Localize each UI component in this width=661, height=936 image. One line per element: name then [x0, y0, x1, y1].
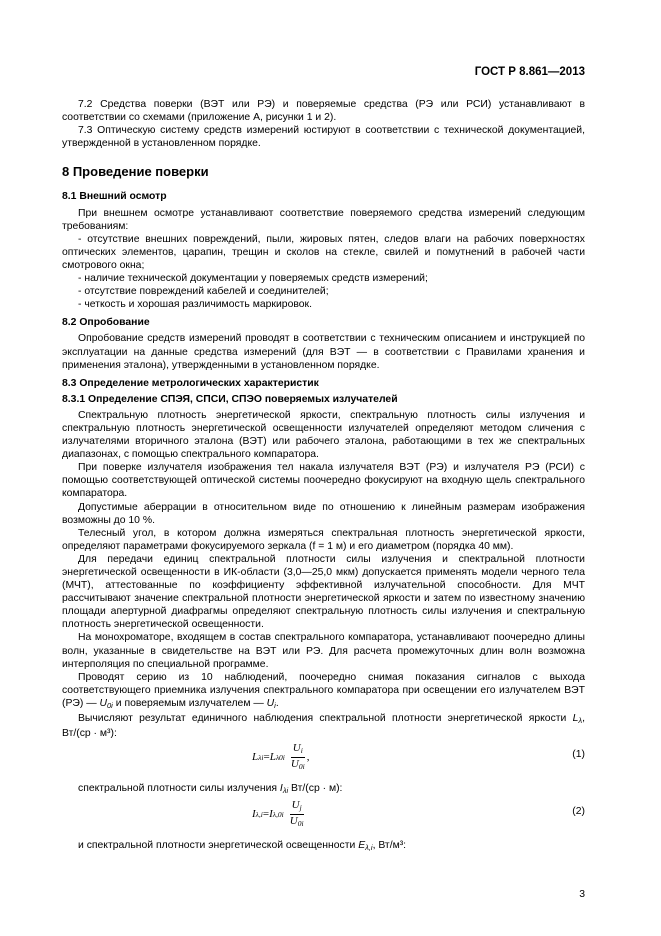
- paragraph: При поверке излучателя изображения тел накала излучателя ВЭТ (РЭ) и излучателя РЭ (РСИ) с помощью соответствующей оптической системы поочередно фокусируют на входную щель спектрального компаратора.: [62, 462, 585, 500]
- paragraph: Допустимые аберрации в относительном виде по отношению к линейным размерам изображения возможны до 10 %.: [62, 501, 585, 526]
- list-item: - четкость и хорошая различимость маркировок.: [78, 299, 312, 311]
- equation-1: L λi = L λ0i $\frac{U_i}{U_{0i}}$ , (1): [252, 742, 585, 772]
- list-item: - отсутствие повреждений кабелей и соединителей;: [78, 286, 329, 298]
- paragraph-series: Проводят серию из 10 наблюдений, поочередно снимая показания сигналов с выхода соответствующего приемника излучения спектрального компаратора при освещении его излучателем ВЭТ (РЭ) — $U_{0i}$ и поверяемым излучателем — $U_i$.: [62, 671, 585, 710]
- paragraph-8-1-intro: При внешнем осмотре устанавливают соответствие поверяемого средства измерений следующим требованиям:: [62, 207, 585, 232]
- section-8-3-heading: 8.3 Определение метрологических характеристик: [62, 377, 319, 389]
- paragraph-calc-luminance: Вычисляют результат единичного наблюдения спектральной плотности энергетической яркости $L_\lambda$, Вт/(ср · м³):: [62, 713, 585, 740]
- equation-2: I λ,i = I λ,0i $\frac{U_j}{U_{0i}}$ (2): [252, 799, 585, 829]
- document-header: ГОСТ Р 8.861—2013: [474, 66, 585, 78]
- list-item: - наличие технической документации у поверяемых средств измерений;: [78, 273, 428, 285]
- paragraph: На монохроматоре, входящем в состав спектрального компаратора, устанавливают поочередно длины волн, указанные в свидетельстве на ВЭТ или РЭ. Для расчета промежуточных длин волн возможна интерполяция по специальной программе.: [62, 632, 585, 670]
- paragraph-7-3: 7.3 Оптическую систему средств измерений юстируют в соответствии с технической документацией, утвержденной в установленном порядке.: [62, 125, 585, 150]
- paragraph-calc-intensity: спектральной плотности силы излучения $I_{\lambda i}$ Вт/(ср · м):: [78, 783, 343, 796]
- equation-number: (2): [572, 806, 585, 818]
- paragraph: Спектральную плотность энергетической яркости, спектральную плотность силы излучения и спектральную плотность энергетической освещенности излучателей определяют методом сличения с излучателями вторичного эталона (ВЭТ) или рабочего эталона, работающими в тех же спектральных диапазонах, с помощью спектрального компаратора.: [62, 409, 585, 461]
- equation-number: (1): [572, 749, 585, 761]
- paragraph: Телесный угол, в котором должна измеряться спектральная плотность энергетической яркости, определяют параметрами фокусируемого зеркала (f = 1 м) и его диаметром (порядка 40 мм).: [62, 527, 585, 552]
- section-8-2-heading: 8.2 Опробование: [62, 317, 150, 329]
- fraction: $\frac{U_j}{U_{0i}}$: [289, 799, 304, 829]
- section-8-1-heading: 8.1 Внешний осмотр: [62, 191, 167, 203]
- document-body: [62, 98, 585, 854]
- section-8-3-1-heading: 8.3.1 Определение СПЭЯ, СПСИ, СПЭО поверяемых излучателей: [62, 393, 398, 405]
- paragraph-calc-irradiance: и спектральной плотности энергетической освещенности $E_{\lambda,i}$, Вт/м³:: [78, 840, 407, 853]
- list-item: - отсутствие внешних повреждений, пыли, жировых пятен, следов влаги на рабочих поверхностях оптических элементов, царапин, трещин и сколов на стекле, свилей и помутнений в рабочей части смотрового окна;: [62, 233, 585, 271]
- page-number: 3: [579, 889, 585, 900]
- fraction: $\frac{U_i}{U_{0i}}$: [290, 742, 305, 772]
- paragraph-8-2: Опробование средств измерений проводят в соответствии с техническим описанием и инструкцией по эксплуатации на данные средства измерений (для ВЭТ — в соответствии с Правилами хранения и применения эталона), утвержденными в установленном порядке.: [62, 333, 585, 371]
- paragraph: Для передачи единиц спектральной плотности силы излучения и спектральной плотности энергетической освещенности в ИК-области (3,0—25,0 мкм) допускается применять модели черного тела (МЧТ), аттестованные по коэффициенту эффективной излучательной способности. Для МЧТ рассчитывают значение спектральной плотности энергетической яркости и затем по известному значению площади апертурной диафрагмы определяют спектральную плотность силы излучения и спектральную плотность энергетической освещенности.: [62, 553, 585, 631]
- paragraph-7-2: 7.2 Средства поверки (ВЭТ или РЭ) и поверяемые средства (РЭ или РСИ) устанавливают в соответствии со схемами (приложение А, рисунки 1 и 2).: [62, 99, 585, 124]
- section-8-heading: 8 Проведение поверки: [62, 164, 209, 180]
